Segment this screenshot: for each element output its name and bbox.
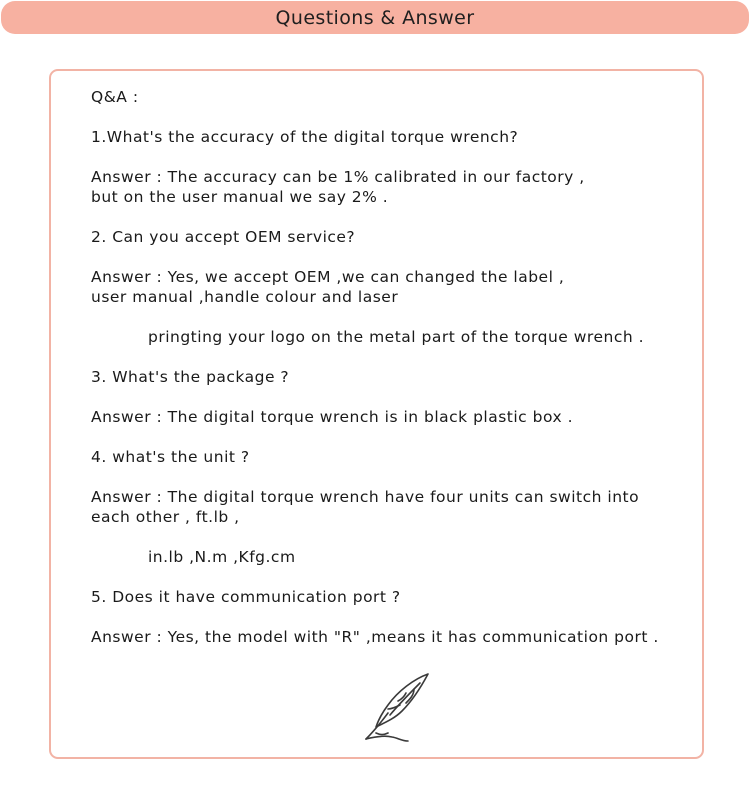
question-2: 2. Can you accept OEM service? <box>91 228 356 246</box>
qa-card <box>49 69 704 759</box>
answer-4-line-3: in.lb ,N.m ,Kfg.cm <box>148 548 296 566</box>
spacer <box>91 387 691 407</box>
question-1: 1.What's the accuracy of the digital torque wrench? <box>91 128 519 146</box>
spacer <box>91 147 691 167</box>
answer-3: Answer : The digital torque wrench is in black plastic box . <box>91 408 574 426</box>
question-4: 4. what's the unit ? <box>91 448 250 466</box>
page-title: Questions & Answer <box>275 6 475 29</box>
answer-1-line-2: but on the user manual we say 2% . <box>91 188 389 206</box>
spacer <box>91 567 691 587</box>
spacer <box>91 307 691 327</box>
quill-feather-icon <box>362 671 432 743</box>
spacer <box>91 467 691 487</box>
question-5: 5. Does it have communication port ? <box>91 588 401 606</box>
answer-5: Answer : Yes, the model with "R" ,means it has communication port . <box>91 628 659 646</box>
answer-2-line-1: Answer : Yes, we accept OEM ,we can changed the label , <box>91 268 565 286</box>
question-3: 3. What's the package ? <box>91 368 290 386</box>
spacer <box>91 107 691 127</box>
header-banner <box>1 1 749 34</box>
answer-2-line-3: pringting your logo on the metal part of the torque wrench . <box>148 328 645 346</box>
spacer <box>91 527 691 547</box>
answer-4-line-2: each other , ft.lb , <box>91 508 240 526</box>
qa-text-block <box>91 87 691 647</box>
spacer <box>91 347 691 367</box>
answer-2-line-2: user manual ,handle colour and laser <box>91 288 399 306</box>
qa-intro: Q&A : <box>91 88 139 106</box>
answer-1-line-1: Answer : The accuracy can be 1% calibrated in our factory , <box>91 168 585 186</box>
spacer <box>91 207 691 227</box>
answer-4-line-1: Answer : The digital torque wrench have four units can switch into <box>91 488 640 506</box>
spacer <box>91 607 691 627</box>
spacer <box>91 247 691 267</box>
spacer <box>91 427 691 447</box>
